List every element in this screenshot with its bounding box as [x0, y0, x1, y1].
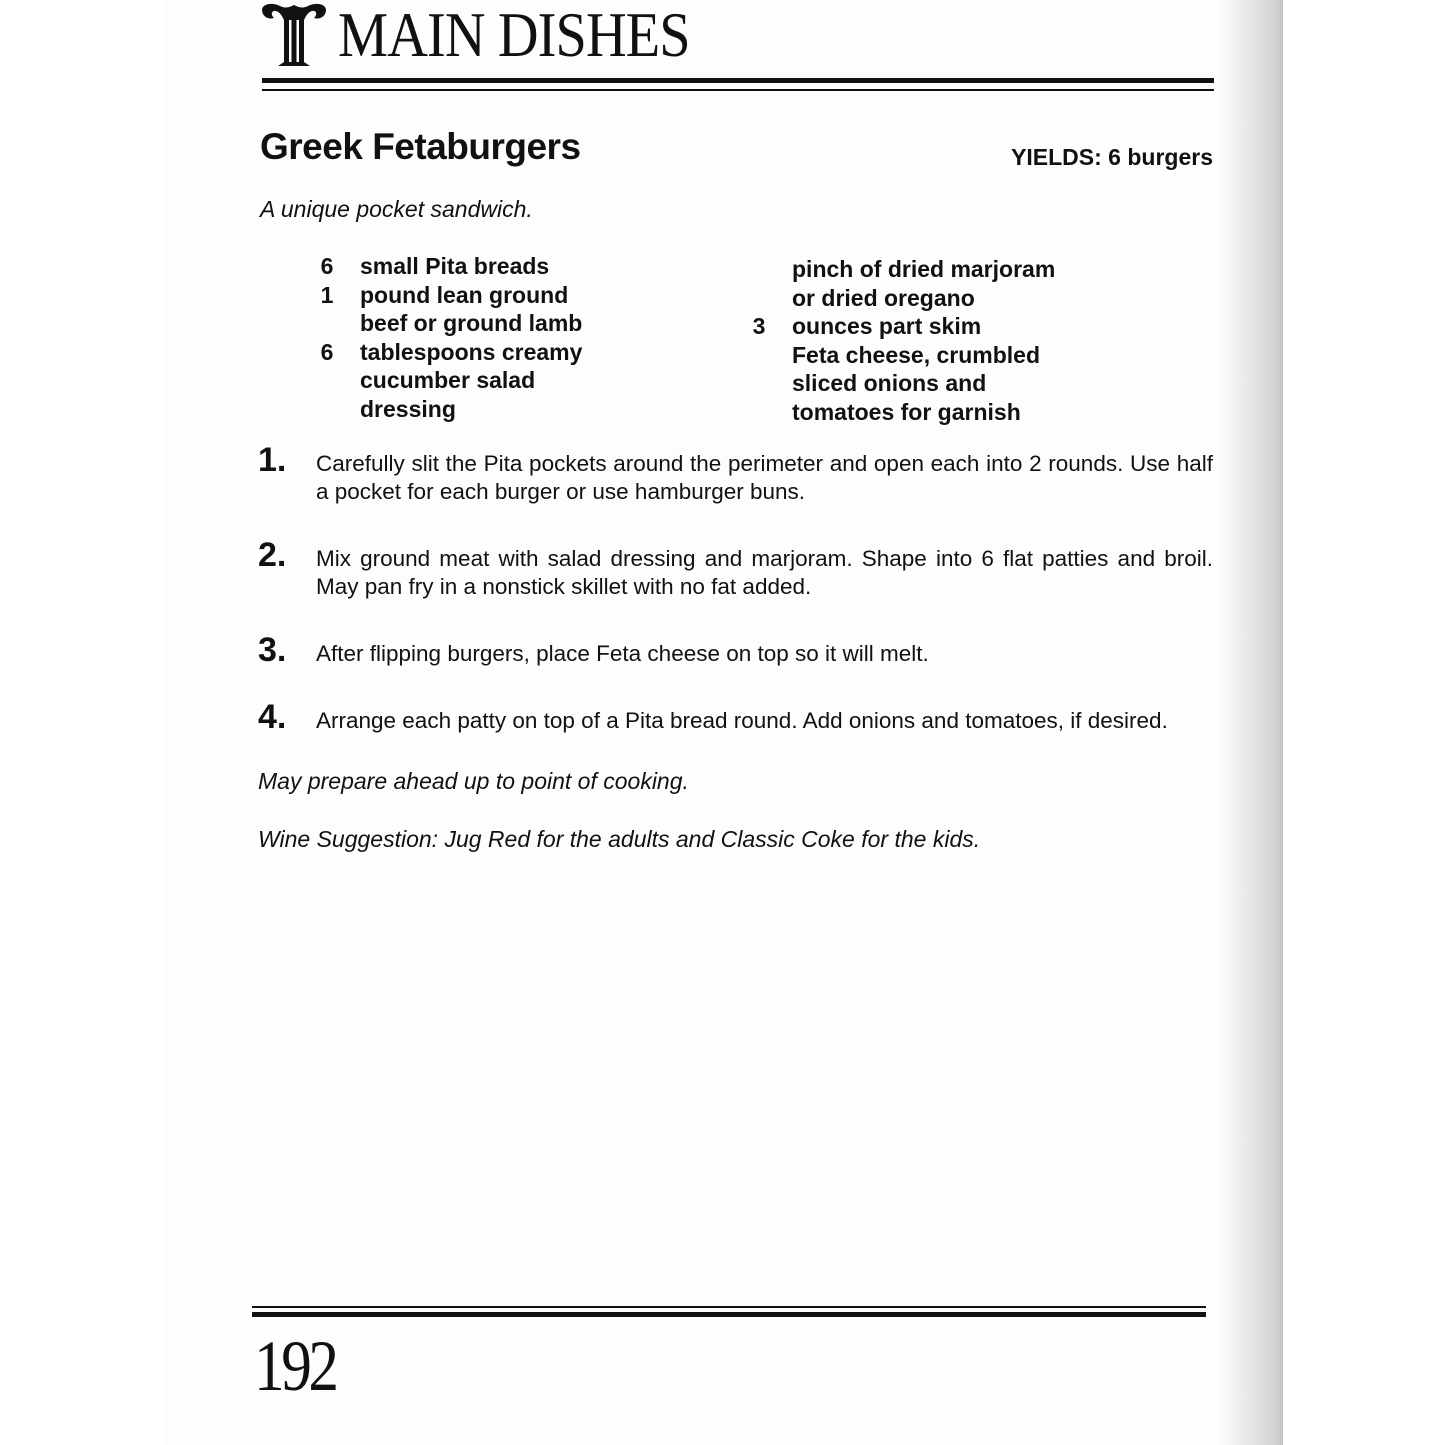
step-number: 1.	[258, 441, 287, 479]
header-rule-thick	[262, 78, 1214, 83]
step-text: After flipping burgers, place Feta cheese on top so it will melt.	[316, 641, 929, 666]
step-text: Mix ground meat with salad dressing and marjoram. Shape into 6 flat patties and broil. May pan fry in a nonstick skillet with no fat added.	[316, 546, 1213, 599]
ingredient-text: sliced onions and tomatoes for garnish	[792, 370, 1021, 425]
recipe-title: Greek Fetaburgers	[260, 126, 581, 167]
ingredient-quantity: 1	[320, 281, 334, 308]
section-header	[258, 0, 1218, 100]
ingredient-text: pinch of dried marjoram or dried oregano	[792, 256, 1056, 311]
recipe-step	[258, 535, 1213, 601]
step-text: Arrange each patty on top of a Pita bread round. Add onions and tomatoes, if desired.	[316, 708, 1168, 733]
ingredient-item	[312, 252, 642, 281]
step-number: 2.	[258, 536, 287, 574]
step-number: 4.	[258, 698, 287, 736]
ingredient-text: ounces part skim Feta cheese, crumbled	[792, 313, 1040, 368]
ingredients-left-column	[312, 252, 642, 424]
ingredient-item	[744, 369, 1124, 426]
step-number: 3.	[258, 631, 287, 669]
ingredient-text: pound lean ground beef or ground lamb	[360, 281, 583, 337]
footer-rule-thin	[252, 1306, 1206, 1308]
recipe-step	[258, 697, 1213, 735]
page-edge-shadow	[1220, 0, 1283, 1445]
recipe-subtitle: A unique pocket sandwich.	[260, 196, 533, 222]
ingredient-text: small Pita breads	[360, 253, 550, 279]
footer-rule-thick	[252, 1312, 1206, 1317]
ingredient-quantity: 6	[320, 253, 334, 279]
recipe-steps	[258, 440, 1213, 764]
wine-suggestion: Wine Suggestion: Jug Red for the adults and Classic Coke for the kids.	[258, 826, 981, 852]
ingredient-text: tablespoons creamy cucumber salad dressing	[360, 338, 583, 422]
recipe-yields: YIELDS: 6 burgers	[1011, 144, 1213, 170]
prep-note: May prepare ahead up to point of cooking.	[258, 768, 689, 794]
step-text: Carefully slit the Pita pockets around the perimeter and open each into 2 rounds. Use half a pocket for each burger or use hamburger buns.	[316, 451, 1213, 504]
section-title: MAIN DISHES	[338, 0, 690, 70]
column-capital-icon	[258, 2, 330, 68]
header-rule-thin	[262, 89, 1214, 91]
ingredient-item	[744, 255, 1124, 312]
page-number: 192	[254, 1326, 336, 1406]
ingredient-quantity: 6	[320, 338, 334, 365]
ingredient-item	[744, 312, 1124, 369]
recipe-step	[258, 440, 1213, 506]
ingredient-quantity: 3	[752, 313, 766, 340]
recipe-step	[258, 630, 1213, 668]
ingredients-right-column	[744, 255, 1124, 427]
ingredient-item	[312, 281, 642, 338]
ingredient-item	[312, 338, 642, 424]
